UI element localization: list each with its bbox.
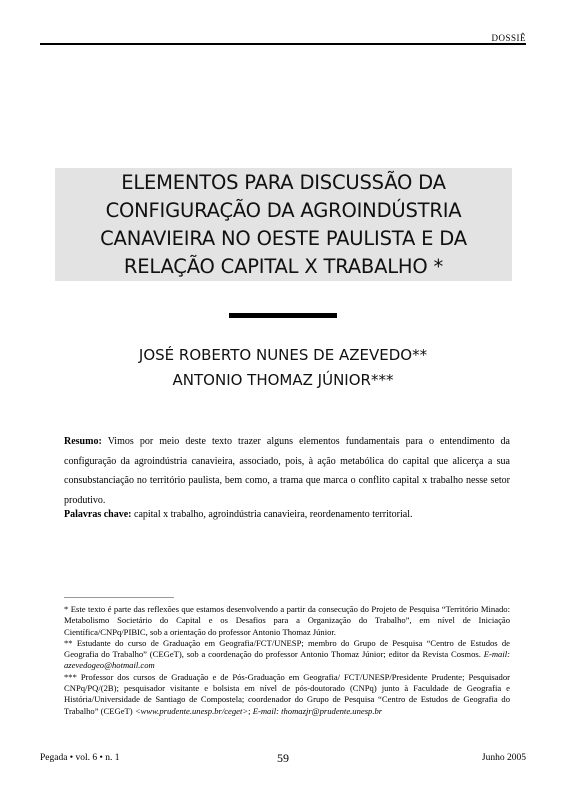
footnote-3-text: *** Professor dos cursos de Graduação e de Pós-Graduação em Geografia/ FCT/UNESP/Presidente Prudente; Pesquisador CNPq/PQ/(2B); pesquisador visitante e bolsista em nível de pós-doutorado (CNPq) junto à Faculdade de Geografia e História/Universidade de Santiago de Compostela; coordenador do Grupo de Pesquisa “Centro de Estudos de Geografia do Trabalho” (CEGeT): [64, 671, 510, 716]
abstract-text: Vimos por meio deste texto trazer alguns elementos fundamentais para o entendimento da configuração da agroindústria canavieira, associado, pois, à ação metabólica do capital que alicerça a sua consubstanciação no território paulista, bem como, a trama que marca o conflito capital x trabalho nesse setor produtivo.: [64, 436, 510, 506]
title-line: RELAÇÃO CAPITAL X TRABALHO *: [123, 254, 444, 278]
author-name: ANTONIO THOMAZ JÚNIOR***: [172, 371, 394, 389]
article-title: [94, 169, 473, 281]
footer-date: Junho 2005: [481, 753, 526, 763]
title-divider: [229, 313, 337, 318]
footnote-3-url[interactable]: <www.prudente.unesp.br/ceget>: [134, 705, 249, 716]
footnote-1: * Este texto é parte das reflexões que estamos desenvolvendo a partir da consecução do Projeto de Pesquisa “Território Minado: Metabolismo Societário do Capital e os Desafios para a Organização do Trabalho”, em nível de Iniciação Científica/CNPq/PIBIC, sob a orientação do professor Antonio Thomaz Júnior.: [64, 604, 510, 637]
keywords-text: capital x trabalho, agroindústria canavieira, reordenamento territorial.: [134, 509, 413, 520]
footnote-2: [64, 638, 510, 672]
footnotes: [64, 604, 510, 717]
footnote-2-text: ** Estudante do curso de Graduação em Geografia/FCT/UNESP; membro do Grupo de Pesquisa “Centro de Estudos de Geografia do Trabalho” (CEGeT), sob a coordenação do professor Antonio Thomaz Júnior; editor da Revista Cosmos.: [64, 637, 510, 660]
section-label: DOSSIÊ: [491, 33, 526, 43]
title-line: CONFIGURAÇÃO DA AGROINDÚSTRIA: [105, 198, 462, 222]
title-box: [55, 168, 512, 281]
author-list: [40, 343, 526, 393]
keywords-label: Palavras chave:: [64, 509, 132, 520]
footnote-3-email: E-mail: thomazjr@prudente.unesp.br: [252, 705, 383, 716]
abstract: [64, 432, 510, 510]
keywords: [64, 507, 510, 523]
title-line: CANAVIEIRA NO OESTE PAULISTA E DA: [100, 226, 467, 250]
header-rule: [40, 43, 526, 45]
footer-journal: Pegada • vol. 6 • n. 1: [40, 753, 120, 763]
page-number: 59: [277, 751, 289, 765]
author-name: JOSÉ ROBERTO NUNES DE AZEVEDO**: [138, 346, 428, 364]
footnote-3: *** Professor dos cursos de Graduação e de Pós-Graduação em Geografia/ FCT/UNESP/Presidente Prudente; Pesquisador CNPq/PQ/(2B); pesquisador visitante e bolsista em nível de pós-doutorado (CNPq) junto à Faculdade de Geografia e História/Universidade de Santiago de Compostela; coordenador do Grupo de Pesquisa “Centro de Estudos de Geografia do Trabalho” (CEGeT) <www.prudente.unesp.br/ceget>; E-mail: thomazjr@prudente.unesp.br: [64, 671, 510, 716]
abstract-label: Resumo:: [64, 436, 102, 447]
footnote-rule: [64, 597, 174, 598]
footnote-2-email: E-mail: azevedogeo@hotmail.com: [64, 649, 510, 671]
title-line: ELEMENTOS PARA DISCUSSÃO DA: [121, 170, 446, 194]
